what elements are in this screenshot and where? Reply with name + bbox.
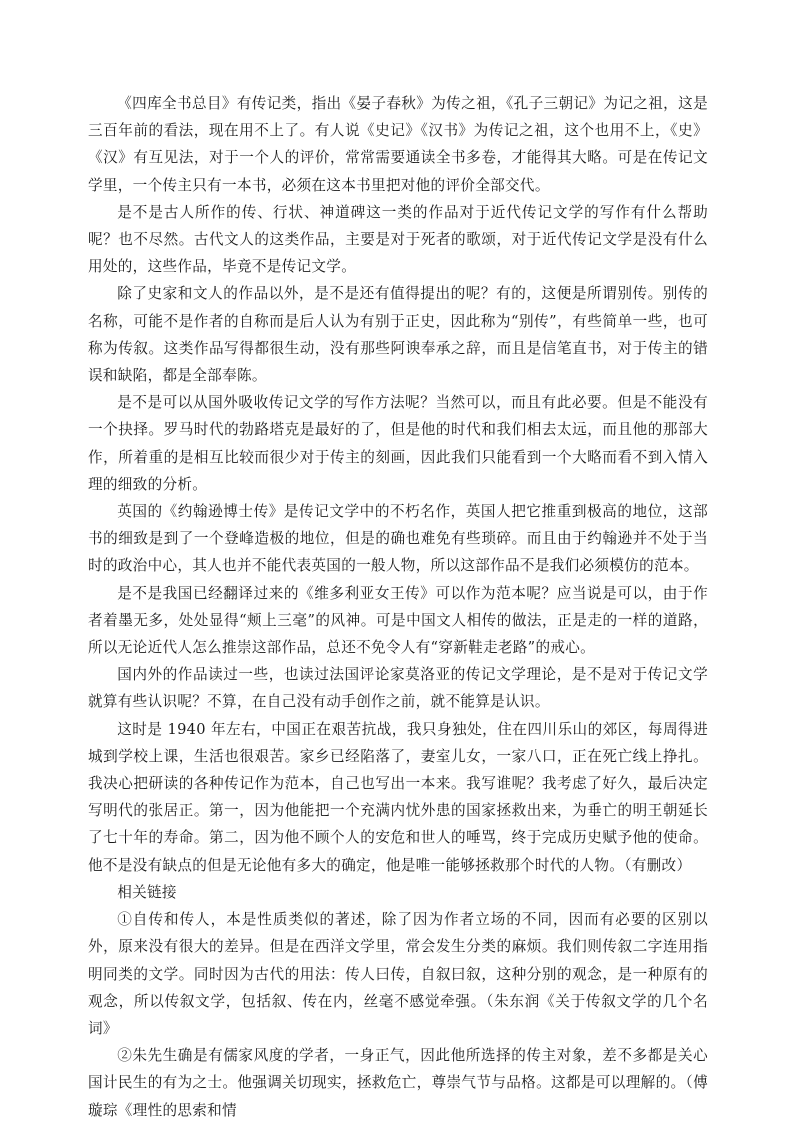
paragraph-link-1: ①自传和传人，本是性质类似的著述，除了因为作者立场的不同，因而有必要的区别以外，原来没有很大的差异。但是在西洋文学里，常会发生分类的麻烦。我们则传叙二字连用指明同类的文学。同时因为古代的用法：传人曰传，自叙曰叙，这种分别的观念，是一种原有的观念，所以传叙文学，包括叙、传在内，丝毫不感觉牵强。（朱东润《关于传叙文学的几个名词》 <box>88 911 708 1037</box>
paragraph-johnson: 英国的《约翰逊博士传》是传记文学中的不朽名作，英国人把它推重到极高的地位，这部书的细致是到了一个登峰造极的地位，但是的确也难免有些琐碎。而且由于约翰逊并不处于当时的政治中心，其人也并不能代表英国的一般人物，所以这部作品不是我们必须模仿的范本。 <box>88 503 708 575</box>
paragraph-foreign-methods: 是不是可以从国外吸收传记文学的写作方法呢？当然可以，而且有此必要。但是不能没有一个抉择。罗马时代的勃路塔克是最好的了，但是他的时代和我们相去太远，而且他的那部大作，所着重的是相互比较而很少对于传主的刻画，因此我们只能看到一个大略而看不到入情入理的细致的分析。 <box>88 394 708 493</box>
paragraph-1940: 这时是 1940 年左右，中国正在艰苦抗战，我只身独处，住在四川乐山的郊区，每周得进城到学校上课，生活也很艰苦。家乡已经陷落了，妻室儿女，一家八口，正在死亡线上挣扎。我决心把研读的各种传记作为范本，自己也写出一本来。我写谁呢？我考虑了好久，最后决定写明代的张居正。第一，因为他能把一个充满内忧外患的国家拯救出来，为垂亡的明王朝延长了七十年的寿命。第二，因为他不顾个人的安危和世人的唾骂，终于完成历史赋予他的使命。他不是没有缺点的但是无论他有多大的确定，他是唯一能够拯救那个时代的人物。（有删改） <box>88 720 708 874</box>
section-heading-related-links: 相关链接 <box>117 883 177 901</box>
paragraph-maurois: 国内外的作品读过一些，也读过法国评论家莫洛亚的传记文学理论，是不是对于传记文学就算有些认识呢？不算，在自己没有动手创作之前，就不能算是认识。 <box>88 666 708 711</box>
document-page <box>88 90 708 1124</box>
paragraph-siku: 《四库全书总目》有传记类，指出《晏子春秋》为传之祖，《孔子三朝记》为记之祖，这是三百年前的看法，现在用不上了。有人说《史记》《汉书》为传记之祖，这个也用不上，《史》《汉》有互见法，对于一个人的评价，常常需要通读全书多卷，才能得其大略。可是在传记文学里，一个传主只有一本书，必须在这本书里把对他的评价全部交代。 <box>88 95 708 194</box>
paragraph-ancient-works: 是不是古人所作的传、行状、神道碑这一类的作品对于近代传记文学的写作有什么帮助呢？也不尽然。古代文人的这类作品，主要是对于死者的歌颂，对于近代传记文学是没有什么用处的，这些作品，毕竟不是传记文学。 <box>88 203 708 276</box>
paragraph-link-2: ②朱先生确是有儒家风度的学者，一身正气，因此他所选择的传主对象，差不多都是关心国计民生的有为之士。他强调关切现实，拯救危亡，尊崇气节与品格。这都是可以理解的。（傅璇琮《理性的思索和情 <box>88 1047 708 1119</box>
paragraph-victoria: 是不是我国已经翻译过来的《维多利亚女王传》可以作为范本呢？应当说是可以，由于作者着墨无多，处处显得“颊上三毫”的风神。可是中国文人相传的做法，正是走的一样的道路，所以无论近代人怎么推崇这部作品，总还不免令人有“穿新鞋走老路”的戒心。 <box>88 584 708 657</box>
paragraph-biezhuan: 除了史家和文人的作品以外，是不是还有值得提出的呢？有的，这便是所谓别传。别传的名称，可能不是作者的自称而是后人认为有别于正史，因此称为“别传”，有些简单一些，也可称为传叙。这类作品写得都很生动，没有那些阿谀奉承之辞，而且是信笔直书，对于传主的错误和缺陷，都是全部奉陈。 <box>88 285 708 385</box>
